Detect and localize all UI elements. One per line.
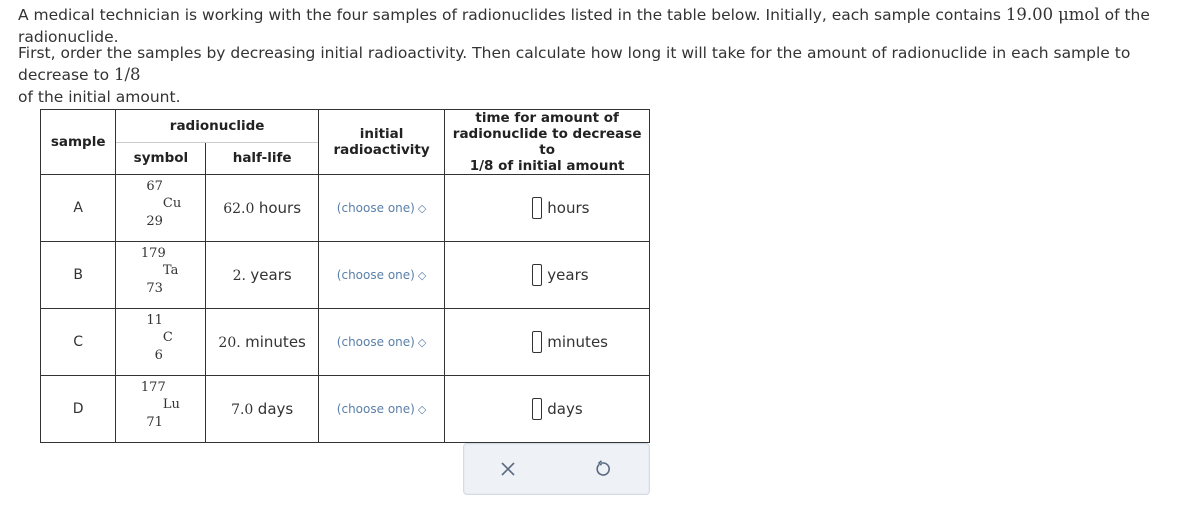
time-answer-input[interactable] (532, 331, 542, 353)
select-label: (choose one) (336, 201, 415, 215)
header-radionuclide: radionuclide (116, 110, 318, 143)
answer-unit: minutes (547, 333, 608, 351)
clear-button[interactable] (494, 455, 522, 483)
element-symbol: Lu (162, 397, 180, 412)
select-label: (choose one) (336, 335, 415, 349)
radioactivity-cell (318, 376, 444, 443)
header-initial-l1: initial (359, 126, 404, 142)
radioactivity-select[interactable] (328, 399, 436, 419)
mass-number: 177 (140, 380, 166, 395)
header-initial-l2: radioactivity (333, 142, 430, 158)
half-life-value: 62.0 (223, 201, 255, 217)
sample-label: A (41, 175, 116, 242)
half-life-unit: hours (258, 199, 302, 217)
time-cell (445, 175, 650, 242)
half-life-unit: years (250, 266, 292, 284)
half-life-value: 20. (218, 335, 241, 351)
time-cell (445, 309, 650, 376)
header-sample: sample (41, 110, 116, 175)
mass-number: 11 (146, 313, 163, 328)
radionuclide-table (40, 109, 650, 443)
select-label: (choose one) (336, 402, 415, 416)
half-life-unit: days (257, 400, 294, 418)
element-symbol: Cu (162, 196, 182, 211)
sample-label: D (41, 376, 116, 443)
select-label: (choose one) (336, 268, 415, 282)
radioactivity-select[interactable] (328, 198, 436, 218)
radioactivity-select[interactable] (328, 265, 436, 285)
x-icon (500, 461, 516, 477)
element-symbol: Ta (162, 263, 179, 278)
answer-unit: days (547, 400, 583, 418)
atomic-number: 73 (146, 281, 163, 296)
table-row (41, 376, 650, 443)
prompt-text-2-end: of the initial amount. (18, 88, 181, 106)
header-time-l2: radionuclide to decrease to (452, 126, 642, 158)
header-time (445, 110, 650, 175)
sample-label: C (41, 309, 116, 376)
nuclide-symbol (116, 376, 206, 443)
nuclide-symbol (116, 175, 206, 242)
half-life-cell (206, 309, 318, 376)
atomic-number: 6 (154, 348, 163, 363)
chevron-updown-icon: ◇ (417, 403, 427, 416)
header-symbol: symbol (116, 142, 206, 175)
sample-label: B (41, 242, 116, 309)
undo-button[interactable] (589, 455, 617, 483)
mass-number: 179 (140, 246, 166, 261)
table-row (41, 309, 650, 376)
amount-unit: μmol (1058, 5, 1100, 24)
prompt-text-2: First, order the samples by decreasing initial radioactivity. Then calculate how long it will take for the amount of radionuclide in each sample to decrease to (18, 44, 1131, 84)
time-answer-input[interactable] (532, 264, 542, 286)
time-answer-input[interactable] (532, 398, 542, 420)
half-life-cell (206, 175, 318, 242)
half-life-value: 2. (232, 268, 246, 284)
fraction-value: 1/8 (114, 65, 141, 84)
radioactivity-select[interactable] (328, 332, 436, 352)
table-row (41, 242, 650, 309)
top-bar (0, 0, 1200, 2)
half-life-unit: minutes (245, 333, 306, 351)
time-cell (445, 242, 650, 309)
mass-number: 67 (146, 179, 163, 194)
radioactivity-cell (318, 242, 444, 309)
time-answer-input[interactable] (532, 197, 542, 219)
element-symbol: C (162, 330, 173, 345)
prompt-text-end: of the radionuclide. (18, 6, 1150, 46)
chevron-updown-icon: ◇ (417, 269, 427, 282)
undo-icon (594, 460, 612, 478)
half-life-cell (206, 242, 318, 309)
chevron-updown-icon: ◇ (417, 202, 427, 215)
atomic-number: 71 (146, 415, 163, 430)
answer-unit: hours (547, 199, 590, 217)
header-initial-radioactivity (318, 110, 444, 175)
nuclide-symbol (116, 309, 206, 376)
prompt-line-2 (18, 42, 1183, 108)
atomic-number: 29 (146, 214, 163, 229)
answer-unit: years (547, 266, 589, 284)
header-half-life: half-life (206, 142, 318, 175)
time-cell (445, 376, 650, 443)
amount-value: 19.00 (1005, 5, 1054, 24)
nuclide-symbol (116, 242, 206, 309)
header-time-l1: time for amount of (475, 110, 619, 126)
table-row (41, 175, 650, 242)
radioactivity-cell (318, 175, 444, 242)
header-time-l3: 1/8 of initial amount (469, 158, 625, 174)
prompt-text: A medical technician is working with the four samples of radionuclides listed in the table below. Initially, each sample contains (18, 6, 1006, 24)
radioactivity-cell (318, 309, 444, 376)
answer-toolbar (463, 443, 650, 495)
half-life-value: 7.0 (231, 402, 254, 418)
half-life-cell (206, 376, 318, 443)
chevron-updown-icon: ◇ (417, 336, 427, 349)
